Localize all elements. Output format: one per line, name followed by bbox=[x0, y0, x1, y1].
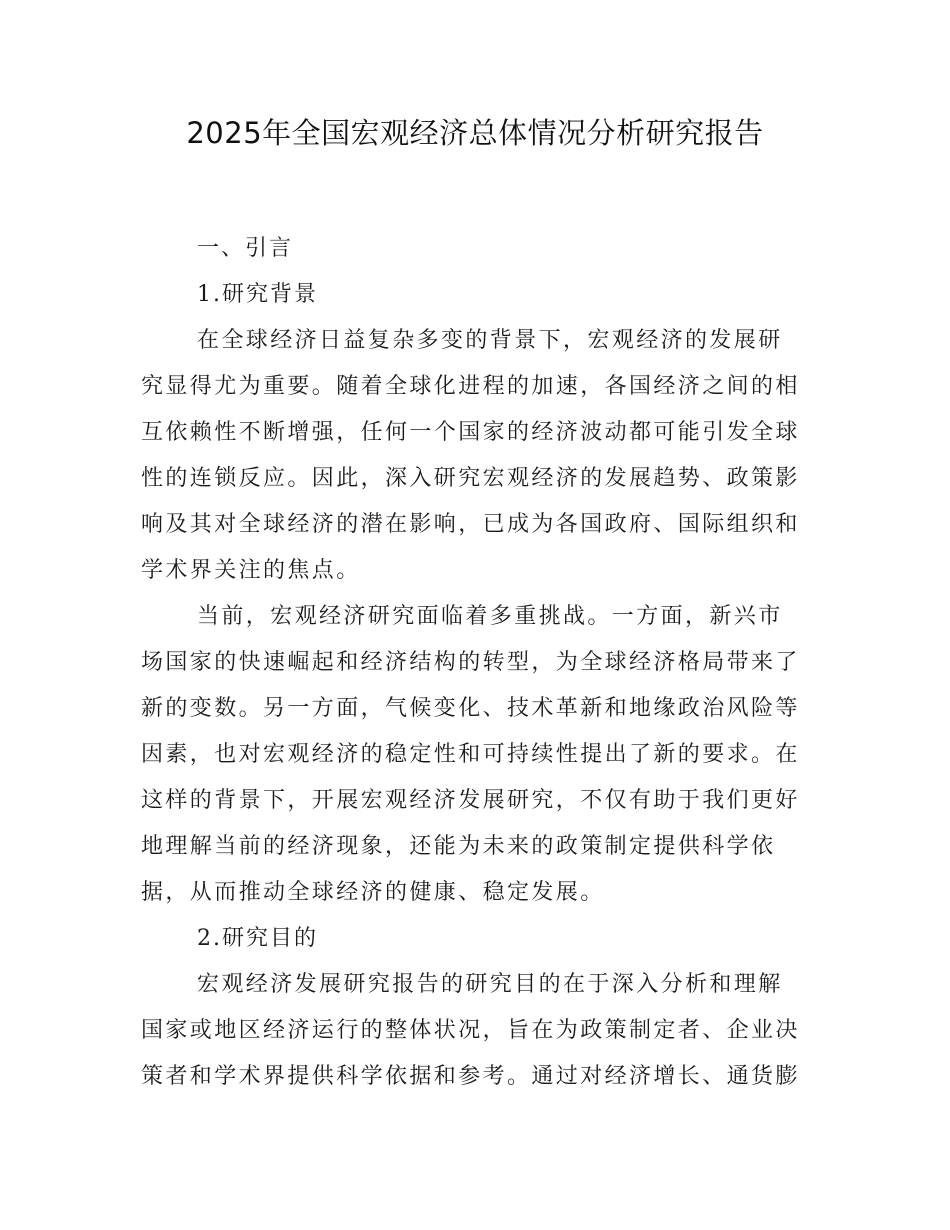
text-line: 因素，也对宏观经济的稳定性和可持续性提出了新的要求。在 bbox=[141, 742, 800, 767]
text-line: 地理解当前的经济现象，还能为未来的政策制定提供科学依 bbox=[141, 834, 776, 859]
subsection-heading-purpose: 2.研究目的 bbox=[197, 926, 318, 951]
text-line: 新的变数。另一方面，气候变化、技术革新和地缘政治风险等 bbox=[141, 696, 800, 721]
text-line: 性的连锁反应。因此，深入研究宏观经济的发展趋势、政策影 bbox=[141, 466, 800, 491]
paragraph-background-2 bbox=[141, 594, 813, 916]
text-line: 互依赖性不断增强，任何一个国家的经济波动都可能引发全球 bbox=[141, 420, 800, 445]
text-line: 响及其对全球经济的潜在影响，已成为各国政府、国际组织和 bbox=[141, 512, 800, 537]
text-line: 策者和学术界提供科学依据和参考。通过对经济增长、通货膨 bbox=[141, 1064, 800, 1089]
text-line: 究显得尤为重要。随着全球化进程的加速，各国经济之间的相 bbox=[141, 374, 800, 399]
text-line: 国家或地区经济运行的整体状况，旨在为政策制定者、企业决 bbox=[141, 1018, 800, 1043]
section-heading-introduction: 一、引言 bbox=[197, 236, 294, 261]
paragraph-background-1 bbox=[141, 318, 813, 594]
text-line: 这样的背景下，开展宏观经济发展研究，不仅有助于我们更好 bbox=[141, 788, 800, 813]
text-line: 宏观经济发展研究报告的研究目的在于深入分析和理解 bbox=[197, 972, 783, 997]
document-body bbox=[141, 226, 813, 1100]
text-line: 学术界关注的焦点。 bbox=[141, 558, 361, 583]
text-line: 当前，宏观经济研究面临着多重挑战。一方面，新兴市 bbox=[197, 604, 783, 629]
text-line: 在全球经济日益复杂多变的背景下，宏观经济的发展研 bbox=[197, 328, 783, 353]
text-line: 场国家的快速崛起和经济结构的转型，为全球经济格局带来了 bbox=[141, 650, 800, 675]
text-line: 据，从而推动全球经济的健康、稳定发展。 bbox=[141, 880, 605, 905]
document-title: 2025年全国宏观经济总体情况分析研究报告 bbox=[186, 116, 764, 150]
paragraph-purpose bbox=[141, 962, 813, 1100]
subsection-heading-background: 1.研究背景 bbox=[197, 282, 318, 307]
